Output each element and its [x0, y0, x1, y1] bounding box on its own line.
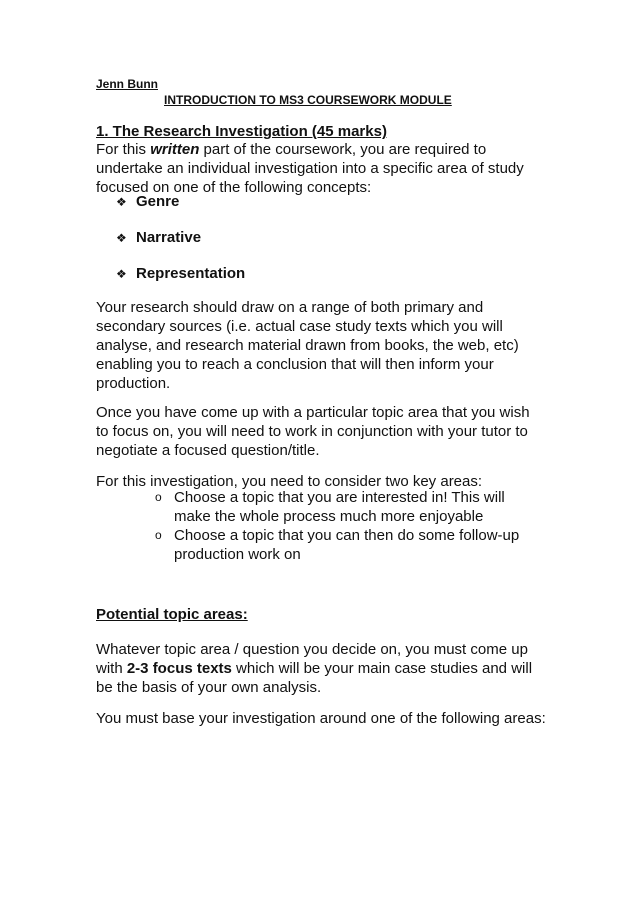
focus-texts-paragraph	[96, 640, 546, 697]
concept-item-narrative	[116, 228, 201, 248]
key-area-text: Choose a topic that you are interested in! This will make the whole process much more enjoyable	[174, 489, 505, 525]
focus-text-before: Whatever topic area / question you decide on, you must come up with	[96, 641, 528, 677]
circle-bullet-icon: o	[155, 528, 162, 542]
concept-item-genre	[116, 192, 179, 212]
diamond-bullet-icon: ❖	[116, 231, 127, 245]
circle-bullet-icon: o	[155, 490, 162, 504]
key-area-item	[155, 526, 535, 564]
concept-label: Genre	[136, 193, 180, 210]
potential-topics-heading: Potential topic areas:	[96, 606, 248, 623]
intro-text-before: For this	[96, 141, 151, 158]
diamond-bullet-icon: ❖	[116, 195, 127, 209]
key-area-item	[155, 488, 535, 526]
concept-item-representation	[116, 264, 245, 284]
author-name: Jenn Bunn	[96, 77, 158, 91]
intro-emphasis: written	[150, 141, 200, 158]
key-area-text: Choose a topic that you can then do some follow-up production work on	[174, 527, 520, 563]
key-areas-paragraph: For this investigation, you need to consider two key areas:	[96, 473, 483, 490]
focus-text-after: which will be your main case studies and will be the basis of your own analysis.	[96, 660, 533, 696]
closing-paragraph: You must base your investigation around one of the following areas:	[96, 710, 546, 727]
topic-paragraph: Once you have come up with a particular topic area that you wish to focus on, you will need to work in conjunction with your tutor to negotiate a focused question/title.	[96, 404, 530, 459]
diamond-bullet-icon: ❖	[116, 267, 127, 281]
focus-emphasis: 2-3 focus texts	[126, 660, 232, 677]
intro-paragraph	[96, 140, 546, 197]
concept-label: Representation	[136, 265, 246, 282]
research-paragraph: Your research should draw on a range of both primary and secondary sources (i.e. actual case study texts which you will analyse, and research material drawn from books, the web, etc) enabling you to reach a conclusion that will then inform your production.	[96, 299, 519, 392]
module-title: INTRODUCTION TO MS3 COURSEWORK MODULE	[164, 93, 452, 107]
concept-label: Narrative	[136, 229, 202, 246]
section-heading: 1. The Research Investigation (45 marks)	[96, 123, 387, 140]
intro-text-after: part of the coursework, you are required to undertake an individual investigation into a specific area of study focused on one of the following concepts:	[96, 141, 524, 196]
